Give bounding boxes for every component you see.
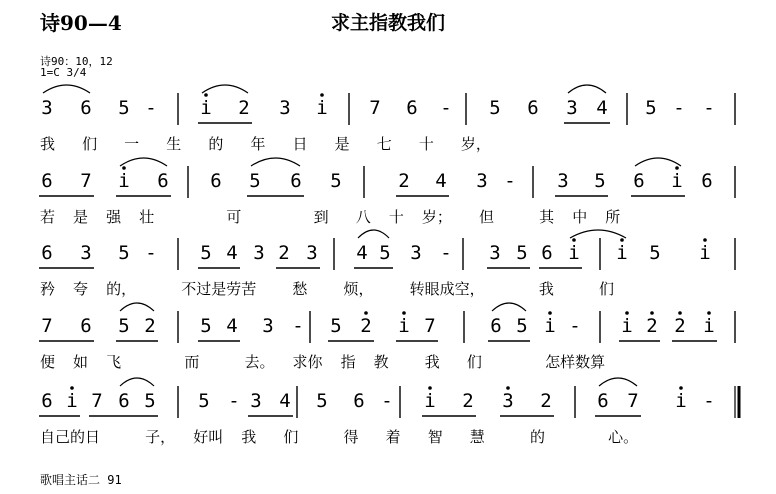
song-code: 诗90—4 (40, 11, 122, 35)
octave-dot (703, 238, 707, 242)
note: 4 (596, 97, 608, 119)
note: 6 (41, 390, 53, 412)
note: 2 (360, 315, 372, 337)
note: - (228, 390, 240, 412)
note: 4 (279, 390, 291, 412)
note: i (621, 315, 633, 337)
note: 3 (41, 97, 53, 119)
slur (635, 158, 681, 166)
note: i (699, 242, 711, 264)
note: 6 (41, 242, 53, 264)
note: 2 (144, 315, 156, 337)
note: 7 (369, 97, 381, 119)
note: 4 (356, 242, 368, 264)
slur (358, 230, 389, 238)
note: - (145, 97, 157, 119)
note: 5 (489, 97, 501, 119)
note: 2 (646, 315, 658, 337)
note: 2 (540, 390, 552, 412)
note: i (675, 390, 687, 412)
note: 5 (200, 315, 212, 337)
note: 7 (424, 315, 436, 337)
slur (251, 158, 300, 166)
note: 5 (249, 170, 261, 192)
note: i (703, 315, 715, 337)
note: - (673, 97, 685, 119)
note: i (398, 315, 410, 337)
note: 3 (410, 242, 422, 264)
note: 6 (597, 390, 609, 412)
note: 7 (80, 170, 92, 192)
note: 6 (633, 170, 645, 192)
note: 7 (627, 390, 639, 412)
lyric-line: 若 是 强 壮 可 到 八 十 岁； 但 其 中 所 (40, 208, 621, 226)
note: 3 (489, 242, 501, 264)
note: 5 (144, 390, 156, 412)
note: 6 (210, 170, 222, 192)
note: 3 (502, 390, 514, 412)
note: 4 (226, 315, 238, 337)
note: 6 (290, 170, 302, 192)
note: i (568, 242, 580, 264)
octave-dot (428, 386, 432, 390)
note: 5 (118, 242, 130, 264)
octave-dot (320, 93, 324, 97)
note: 5 (118, 97, 130, 119)
note: 5 (330, 170, 342, 192)
note: 7 (41, 315, 53, 337)
octave-dot (204, 93, 208, 97)
lyric-line: 矜 夸 的， 不过是劳苦 愁 烦， 转眼成空， 我 们 (40, 280, 614, 298)
note: 6 (406, 97, 418, 119)
note: 3 (253, 242, 265, 264)
note: i (200, 97, 212, 119)
note: 6 (118, 390, 130, 412)
octave-dot (707, 311, 711, 315)
note: 4 (226, 242, 238, 264)
octave-dot (620, 238, 624, 242)
slur (202, 85, 248, 93)
note: 4 (435, 170, 447, 192)
note: 3 (279, 97, 291, 119)
note: 2 (462, 390, 474, 412)
note: i (616, 242, 628, 264)
note: 6 (527, 97, 539, 119)
slur (599, 378, 637, 386)
note: - (292, 315, 304, 337)
octave-dot (650, 311, 654, 315)
note: 2 (674, 315, 686, 337)
note: 5 (200, 242, 212, 264)
note: 3 (566, 97, 578, 119)
slur (492, 303, 526, 311)
slur (120, 303, 154, 311)
note: 6 (157, 170, 169, 192)
note: 2 (398, 170, 410, 192)
key-signature: 1=C 3/4 (40, 66, 87, 79)
octave-dot (402, 311, 406, 315)
note: 3 (476, 170, 488, 192)
slur (43, 85, 90, 93)
note: - (504, 170, 516, 192)
note: 3 (80, 242, 92, 264)
lyric-line: 便 如 飞 而 去。 求你 指 教 我 们 怎样数算 (40, 353, 606, 371)
scripture-reference: 诗90：10，12 (40, 55, 113, 68)
octave-dot (122, 166, 126, 170)
note: - (703, 97, 715, 119)
note: i (544, 315, 556, 337)
note: 5 (198, 390, 210, 412)
note: 6 (353, 390, 365, 412)
note: 3 (250, 390, 262, 412)
note: 5 (516, 315, 528, 337)
note: 5 (645, 97, 657, 119)
song-title: 求主指教我们 (330, 12, 445, 34)
octave-dot (679, 386, 683, 390)
note: - (381, 390, 393, 412)
note: 6 (80, 315, 92, 337)
octave-dot (364, 311, 368, 315)
note: - (440, 242, 452, 264)
note: 2 (278, 242, 290, 264)
octave-dot (625, 311, 629, 315)
lyric-line: 自己的日 子， 好叫 我 们 得 着 智 慧 的 心。 (40, 428, 639, 446)
note: 6 (541, 242, 553, 264)
note: 3 (262, 315, 274, 337)
lyric-line: 我 们 一 生 的 年 日 是 七 十 岁， (40, 135, 491, 153)
note: 5 (594, 170, 606, 192)
note: 3 (557, 170, 569, 192)
note: 2 (238, 97, 250, 119)
octave-dot (675, 166, 679, 170)
note: 6 (490, 315, 502, 337)
octave-dot (572, 238, 576, 242)
slur (570, 230, 626, 238)
note: 6 (80, 97, 92, 119)
note: 5 (516, 242, 528, 264)
note: - (440, 97, 452, 119)
note: 6 (701, 170, 713, 192)
note: 3 (306, 242, 318, 264)
note: i (118, 170, 130, 192)
slur (120, 378, 154, 386)
note: - (569, 315, 581, 337)
note: 6 (41, 170, 53, 192)
note: 5 (379, 242, 391, 264)
note: 5 (649, 242, 661, 264)
note: i (671, 170, 683, 192)
note: 5 (316, 390, 328, 412)
note: - (145, 242, 157, 264)
note: i (66, 390, 78, 412)
note: - (703, 390, 715, 412)
note: 5 (118, 315, 130, 337)
note: i (424, 390, 436, 412)
source-footer: 歌唱主话二 91 (40, 473, 122, 487)
note: i (316, 97, 328, 119)
octave-dot (70, 386, 74, 390)
slur (568, 85, 606, 93)
note: 5 (330, 315, 342, 337)
octave-dot (678, 311, 682, 315)
octave-dot (506, 386, 510, 390)
octave-dot (548, 311, 552, 315)
slur (120, 158, 167, 166)
note: 7 (91, 390, 103, 412)
